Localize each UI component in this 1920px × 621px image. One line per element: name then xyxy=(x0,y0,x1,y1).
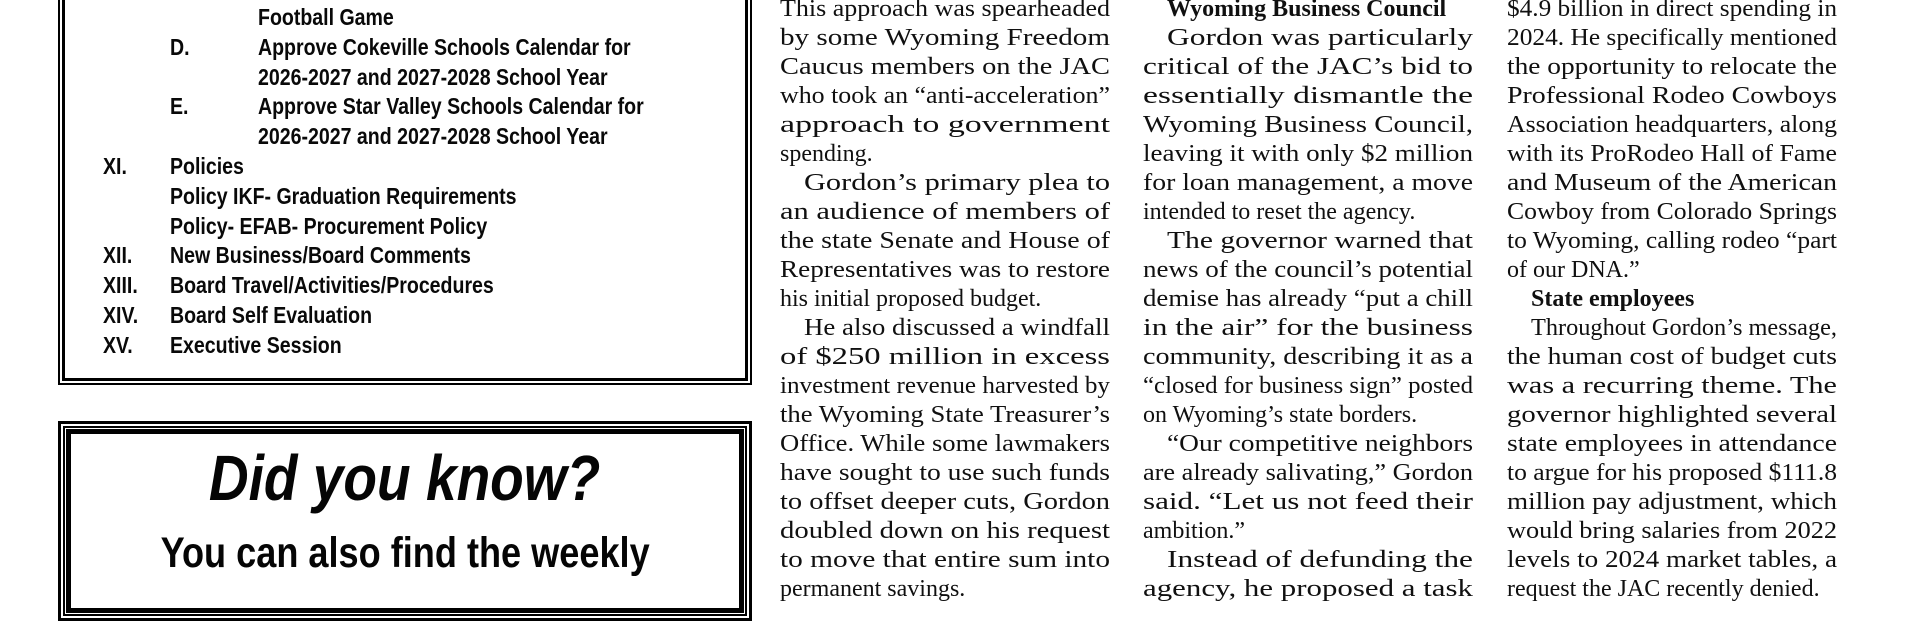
article-line xyxy=(1507,430,1837,459)
did-you-know-box xyxy=(58,421,752,621)
article-line-text: The governor warned that xyxy=(1167,228,1473,254)
article-line xyxy=(780,0,1110,24)
agenda-row xyxy=(103,122,729,152)
article-line xyxy=(780,372,1110,401)
agenda-item-label: E. xyxy=(170,93,189,120)
agenda-item-text: Approve Cokeville Schools Calendar for xyxy=(258,33,631,60)
did-you-know-box-middle-border xyxy=(63,426,747,616)
agenda-item-text: Football Game xyxy=(258,4,394,30)
article-line xyxy=(780,401,1110,430)
article-line-text: This approach was spearheaded xyxy=(780,0,1110,22)
article-line xyxy=(1507,401,1837,430)
article-line xyxy=(1143,111,1473,140)
article-line xyxy=(1507,546,1837,575)
article-line xyxy=(780,111,1110,140)
agenda-item-label: XI. xyxy=(103,152,127,179)
agenda-item-label: XIV. xyxy=(103,301,139,328)
article-line-text: Wyoming Business Council xyxy=(1167,0,1447,22)
article-column-3 xyxy=(1507,0,1837,604)
article-line-text: by some Wyoming Freedom xyxy=(780,25,1110,51)
article-line xyxy=(1507,198,1837,227)
article-line-text: $4.9 billion in direct spending in xyxy=(1507,0,1837,22)
article-line xyxy=(1143,256,1473,285)
article-line-text: to offset deeper cuts, Gordon xyxy=(780,489,1110,515)
article-line xyxy=(1143,459,1473,488)
article-line-text: governor highlighted several xyxy=(1507,402,1837,428)
agenda-row xyxy=(103,271,729,301)
article-line xyxy=(1143,140,1473,169)
article-line xyxy=(1507,140,1837,169)
article-line xyxy=(1143,24,1473,53)
article-column-1 xyxy=(780,0,1110,604)
article-line xyxy=(1507,256,1837,285)
agenda-item-text: 2026-2027 and 2027-2028 School Year xyxy=(258,63,608,90)
agenda-item-text: New Business/Board Comments xyxy=(170,242,471,269)
article-line xyxy=(780,53,1110,82)
article-line-text: Gordon was particularly xyxy=(1167,25,1473,51)
article-line-text: investment revenue harvested by xyxy=(780,373,1110,399)
article-line xyxy=(1507,169,1837,198)
article-line-text: are already salivating,” Gordon xyxy=(1143,460,1473,486)
article-line-text: Professional Rodeo Cowboys xyxy=(1507,83,1837,109)
article-line-text: “closed for business sign” posted xyxy=(1143,373,1473,399)
article-line xyxy=(1143,401,1473,430)
article-line xyxy=(1507,285,1837,314)
article-line-text: leaving it with only $2 million xyxy=(1143,141,1473,167)
article-line-text: ambition.” xyxy=(1143,518,1245,544)
article-line-text: would bring salaries from 2022 xyxy=(1507,518,1837,544)
article-line xyxy=(780,459,1110,488)
article-line xyxy=(1143,227,1473,256)
article-line-text: critical of the JAC’s bid to xyxy=(1143,54,1473,80)
agenda-row xyxy=(103,92,729,122)
agenda-item-label: D. xyxy=(170,33,190,60)
article-line xyxy=(1507,517,1837,546)
article-line-text: his initial proposed budget. xyxy=(780,286,1042,312)
article-line xyxy=(1507,488,1837,517)
article-line xyxy=(1143,314,1473,343)
agenda-item-text: 2026-2027 and 2027-2028 School Year xyxy=(258,123,608,150)
article-line-text: demise has already “put a chill xyxy=(1143,286,1473,312)
article-line-text: agency, he proposed a task xyxy=(1143,576,1473,602)
agenda-box-inner xyxy=(62,0,748,381)
article-line xyxy=(780,488,1110,517)
article-line xyxy=(780,227,1110,256)
article-line-text: community, describing it as a xyxy=(1143,344,1473,370)
article-line xyxy=(780,169,1110,198)
agenda-row xyxy=(103,182,729,212)
article-line xyxy=(1507,82,1837,111)
article-column-2 xyxy=(1143,0,1473,604)
article-line xyxy=(1507,53,1837,82)
agenda-row xyxy=(103,33,729,63)
article-line-text: approach to government xyxy=(780,112,1110,138)
agenda-row xyxy=(103,241,729,271)
article-line-text: Throughout Gordon’s message, xyxy=(1531,315,1837,341)
agenda-row xyxy=(103,3,729,33)
article-line-text: on Wyoming’s state borders. xyxy=(1143,402,1418,428)
article-line-text: Gordon’s primary plea to xyxy=(804,170,1110,196)
article-line xyxy=(1507,24,1837,53)
article-line xyxy=(1143,285,1473,314)
agenda-item-text: Policy- EFAB- Procurement Policy xyxy=(170,212,488,239)
agenda-item-text: Approve Star Valley Schools Calendar for xyxy=(258,93,644,120)
article-line xyxy=(1143,372,1473,401)
article-line-text: permanent savings. xyxy=(780,576,966,602)
article-line-text: the Wyoming State Treasurer’s xyxy=(780,402,1110,428)
article-line xyxy=(1143,82,1473,111)
agenda-row xyxy=(103,63,729,93)
article-line-text: Instead of defunding the xyxy=(1167,547,1473,573)
article-line-text: Office. While some lawmakers xyxy=(780,431,1110,457)
article-line xyxy=(1143,53,1473,82)
article-line-text: to Wyoming, calling rodeo “part xyxy=(1507,228,1837,254)
article-line-text: to move that entire sum into xyxy=(780,547,1110,573)
article-line-text: 2024. He specifically mentioned xyxy=(1507,25,1837,51)
article-line-text: the state Senate and House of xyxy=(780,228,1110,254)
agenda-item-text: Board Self Evaluation xyxy=(170,301,373,328)
article-line-text: Caucus members on the JAC xyxy=(780,54,1110,80)
article-line xyxy=(780,430,1110,459)
article-line xyxy=(780,256,1110,285)
article-line-text: state employees in attendance xyxy=(1507,431,1837,457)
agenda-item-text: Policy IKF- Graduation Requirements xyxy=(170,182,517,209)
article-line xyxy=(780,198,1110,227)
article-line-text: “Our competitive neighbors xyxy=(1167,431,1473,457)
article-line-text: with its ProRodeo Hall of Fame xyxy=(1507,141,1837,167)
did-you-know-subheading-text: You can also find the weekly xyxy=(160,529,650,577)
article-line-text: news of the council’s potential xyxy=(1143,257,1473,283)
article-line-text: of our DNA.” xyxy=(1507,257,1640,283)
article-line xyxy=(1143,430,1473,459)
article-line-text: Cowboy from Colorado Springs xyxy=(1507,199,1837,225)
article-line xyxy=(780,140,1110,169)
article-line xyxy=(1507,314,1837,343)
agenda-row xyxy=(103,331,729,361)
article-line xyxy=(780,517,1110,546)
article-line-text: Association headquarters, along xyxy=(1507,112,1837,138)
article-line xyxy=(1143,488,1473,517)
article-line xyxy=(1143,517,1473,546)
article-line-text: said. “Let us not feed their xyxy=(1143,489,1473,515)
article-line-text: request the JAC recently denied. xyxy=(1507,576,1820,602)
article-line-text: Wyoming Business Council, xyxy=(1143,112,1473,138)
agenda-row xyxy=(103,152,729,182)
article-line-text: levels to 2024 market tables, a xyxy=(1507,547,1837,573)
article-line xyxy=(1143,546,1473,575)
agenda-item-label: XIII. xyxy=(103,272,138,299)
article-line-text: spending. xyxy=(780,141,873,167)
agenda-row xyxy=(103,301,729,331)
did-you-know-subheading xyxy=(71,529,739,577)
agenda-item-label: XV. xyxy=(103,331,133,358)
article-line xyxy=(780,343,1110,372)
article-line xyxy=(1507,227,1837,256)
article-line-text: have sought to use such funds xyxy=(780,460,1110,486)
article-line-text: essentially dismantle the xyxy=(1143,83,1473,109)
article-line-text: for loan management, a move xyxy=(1143,170,1473,196)
article-line xyxy=(1507,372,1837,401)
article-line-text: the opportunity to relocate the xyxy=(1507,54,1837,80)
article-line-text: to argue for his proposed $111.8 xyxy=(1507,460,1837,486)
article-line-text: in the air” for the business xyxy=(1143,315,1473,341)
article-line-text: doubled down on his request xyxy=(780,518,1110,544)
article-line xyxy=(1143,0,1473,24)
article-line xyxy=(1507,0,1837,24)
did-you-know-heading xyxy=(71,442,739,514)
article-line-text: the human cost of budget cuts xyxy=(1507,344,1837,370)
article-line xyxy=(1143,169,1473,198)
article-line xyxy=(1507,459,1837,488)
agenda-box xyxy=(58,0,752,385)
article-line xyxy=(780,82,1110,111)
article-line-text: was a recurring theme. The xyxy=(1507,373,1837,399)
article-line xyxy=(1143,198,1473,227)
article-line xyxy=(780,546,1110,575)
agenda-item-text: Board Travel/Activities/Procedures xyxy=(170,272,494,299)
article-line-text: He also discussed a windfall xyxy=(804,315,1110,341)
article-line-text: intended to reset the agency. xyxy=(1143,199,1416,225)
article-line-text: an audience of members of xyxy=(780,199,1110,225)
article-line-text: who took an “anti-acceleration” xyxy=(780,83,1110,109)
article-line-text: million pay adjustment, which xyxy=(1507,489,1837,515)
agenda-item-text: Executive Session xyxy=(170,331,342,358)
agenda-item-text: Policies xyxy=(170,152,244,179)
article-line-text: and Museum of the American xyxy=(1507,170,1837,196)
article-line-text: Representatives was to restore xyxy=(780,257,1110,283)
article-line xyxy=(780,314,1110,343)
article-line-text: of $250 million in excess xyxy=(780,344,1110,370)
article-line xyxy=(780,24,1110,53)
article-line-text: State employees xyxy=(1531,286,1695,312)
article-line xyxy=(1143,343,1473,372)
article-line xyxy=(1507,343,1837,372)
did-you-know-heading-text: Did you know? xyxy=(209,442,601,514)
did-you-know-box-inner xyxy=(66,429,744,613)
article-line xyxy=(1507,111,1837,140)
agenda-row xyxy=(103,212,729,242)
article-line xyxy=(780,285,1110,314)
agenda-item-label: XII. xyxy=(103,242,133,269)
